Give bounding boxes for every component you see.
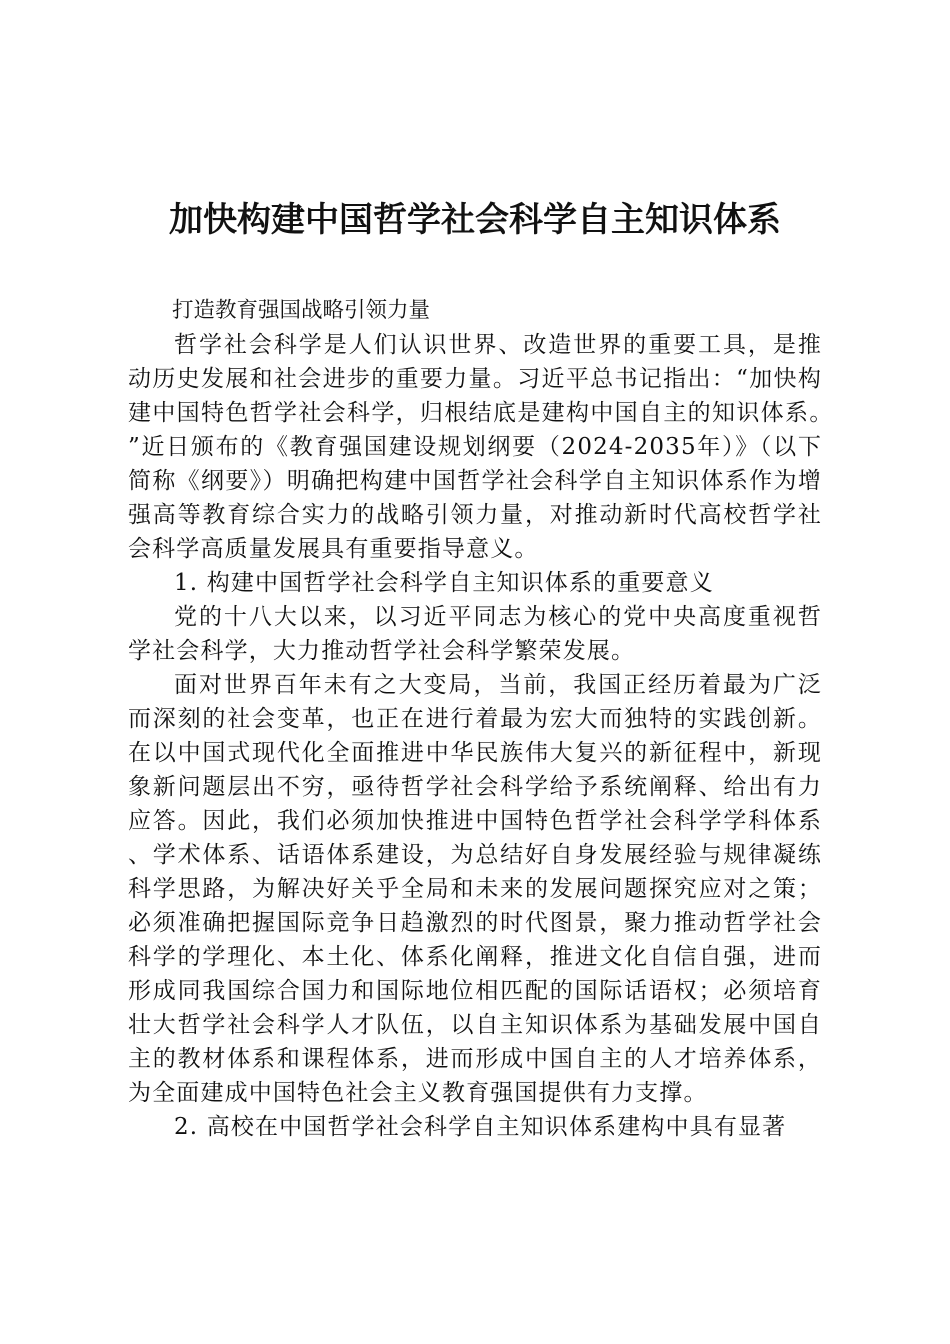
paragraph-party-congress: 党的十八大以来，以习近平同志为核心的党中央高度重视哲学社会科学，大力推动哲学社会科学繁荣发展。	[128, 604, 822, 664]
section-heading-2: 2. 高校在中国哲学社会科学自主知识体系建构中具有显著	[174, 1114, 787, 1140]
paragraph-great-changes: 面对世界百年未有之大变局，当前，我国正经历着最为广泛而深刻的社会变革，也正在进行着最为宏大而独特的实践创新。在以中国式现代化全面推进中华民族伟大复兴的新征程中，新现象新问题层出不穷，亟待哲学社会科学给予系统阐释、给出有力应答。因此，我们必须加快推进中国特色哲学社会科学学科体系、学术体系、话语体系建设，为总结好自身发展经验与规律凝练科学思路，为解决好关乎全局和未来的发展问题探究应对之策；必须准确把握国际竞争日趋激烈的时代图景，聚力推动哲学社会科学的学理化、本土化、体系化阐释，推进文化自信自强，进而形成同我国综合国力和国际地位相匹配的国际话语权；必须培育壮大哲学社会科学人才队伍，以自主知识体系为基础发展中国自主的教材体系和课程体系，进而形成中国自主的人才培养体系，为全面建成中国特色社会主义教育强国提供有力支撑。	[128, 672, 822, 1106]
document-subtitle: 打造教育强国战略引领力量	[172, 298, 431, 323]
section-heading-1: 1. 构建中国哲学社会科学自主知识体系的重要意义	[174, 570, 714, 596]
document-body	[128, 328, 822, 1144]
document-title: 加快构建中国哲学社会科学自主知识体系	[169, 200, 781, 240]
paragraph-intro: 哲学社会科学是人们认识世界、改造世界的重要工具，是推动历史发展和社会进步的重要力量。习近平总书记指出：“加快构建中国特色哲学社会科学，归根结底是建构中国自主的知识体系。”近日颁布的《教育强国建设规划纲要（2024-2035年）》（以下简称《纲要》）明确把构建中国哲学社会科学自主知识体系作为增强高等教育综合实力的战略引领力量，对推动新时代高校哲学社会科学高质量发展具有重要指导意义。	[128, 332, 822, 562]
